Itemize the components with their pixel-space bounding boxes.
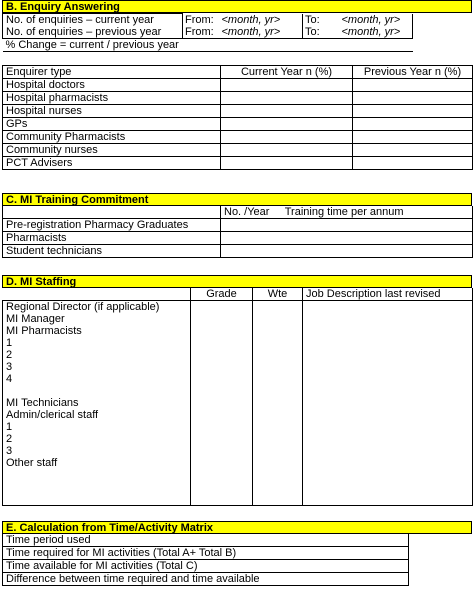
enquirer-label: PCT Advisers (3, 157, 221, 170)
calc-row (3, 560, 473, 573)
section-e-title: E. Calculation from Time/Activity Matrix (2, 521, 472, 534)
section-c (2, 193, 472, 258)
enquirer-row (3, 144, 473, 157)
to-value[interactable]: <month, yr> (339, 26, 413, 39)
staffing-row (3, 397, 473, 409)
staff-label: 2 (3, 349, 191, 361)
header-current-year: Current Year n (%) (221, 66, 353, 79)
enquirer-row (3, 105, 473, 118)
staff-label: 2 (3, 433, 191, 445)
training-cell[interactable] (221, 219, 473, 232)
job-cell[interactable] (303, 409, 473, 421)
staffing-table (2, 288, 473, 506)
staffing-header-blank (3, 288, 191, 301)
training-row (3, 219, 473, 232)
staffing-row (3, 385, 473, 397)
grade-cell[interactable] (191, 337, 253, 349)
job-cell[interactable] (303, 301, 473, 314)
grade-cell[interactable] (191, 301, 253, 314)
to-label: To: (303, 26, 339, 39)
grade-cell[interactable] (191, 373, 253, 385)
from-value[interactable]: <month, yr> (219, 26, 303, 39)
header-wte: Wte (253, 288, 303, 301)
current-cell[interactable] (221, 157, 353, 170)
previous-cell[interactable] (353, 144, 473, 157)
wte-cell[interactable] (253, 325, 303, 337)
previous-cell[interactable] (353, 131, 473, 144)
grade-cell[interactable] (191, 421, 253, 433)
previous-cell[interactable] (353, 92, 473, 105)
calc-cell (409, 534, 473, 547)
enquirer-type-table (2, 65, 473, 170)
training-row (3, 245, 473, 258)
job-cell[interactable] (303, 397, 473, 409)
staff-label: 1 (3, 421, 191, 433)
wte-cell[interactable] (253, 397, 303, 409)
staffing-row (3, 373, 473, 385)
wte-cell[interactable] (253, 373, 303, 385)
to-label: To: (303, 14, 339, 27)
enquirer-label: Hospital nurses (3, 105, 221, 118)
staffing-row (3, 409, 473, 421)
wte-cell[interactable] (253, 313, 303, 325)
staff-label: MI Pharmacists (3, 325, 191, 337)
training-table (2, 206, 473, 258)
enquiry-period-table (2, 13, 413, 52)
enquirer-row (3, 92, 473, 105)
training-header-row (3, 206, 473, 219)
wte-cell[interactable] (253, 409, 303, 421)
section-b-title: B. Enquiry Answering (2, 0, 472, 13)
enquirer-header-row (3, 66, 473, 79)
staff-label-blank (3, 469, 191, 506)
job-cell[interactable] (303, 361, 473, 373)
from-label: From: (183, 26, 219, 39)
wte-cell[interactable] (253, 457, 303, 469)
staffing-row-spacer (3, 469, 473, 506)
staffing-row (3, 421, 473, 433)
header-training-time: Training time per annum (284, 206, 404, 218)
job-cell[interactable] (303, 349, 473, 361)
grade-cell[interactable] (191, 457, 253, 469)
calc-label: Difference between time required and time available (3, 573, 409, 586)
grade-cell[interactable] (191, 313, 253, 325)
wte-cell[interactable] (253, 361, 303, 373)
header-previous-year: Previous Year n (%) (353, 66, 473, 79)
grade-cell[interactable] (191, 409, 253, 421)
wte-cell[interactable] (253, 349, 303, 361)
staffing-row (3, 301, 473, 314)
wte-cell[interactable] (253, 337, 303, 349)
calc-cell (409, 560, 473, 573)
job-cell[interactable] (303, 325, 473, 337)
section-c-title: C. MI Training Commitment (2, 193, 472, 206)
enquirer-label: GPs (3, 118, 221, 131)
staffing-row (3, 325, 473, 337)
staff-label: 1 (3, 337, 191, 349)
training-label: Pharmacists (3, 232, 221, 245)
staff-label: 3 (3, 445, 191, 457)
calculation-table (2, 534, 473, 586)
staff-label: Admin/clerical staff (3, 409, 191, 421)
current-cell[interactable] (221, 105, 353, 118)
job-cell[interactable] (303, 373, 473, 385)
current-cell[interactable] (221, 118, 353, 131)
staff-label: MI Manager (3, 313, 191, 325)
current-cell[interactable] (221, 92, 353, 105)
enquirer-row (3, 118, 473, 131)
grade-cell[interactable] (191, 361, 253, 373)
training-label: Student technicians (3, 245, 221, 258)
header-enquirer-type: Enquirer type (3, 66, 221, 79)
wte-cell[interactable] (253, 433, 303, 445)
grade-cell[interactable] (191, 397, 253, 409)
job-cell[interactable] (303, 337, 473, 349)
staffing-row (3, 349, 473, 361)
job-cell[interactable] (303, 445, 473, 457)
calc-label: Time available for MI activities (Total C) (3, 560, 409, 573)
calc-label: Time period used (3, 534, 409, 547)
row-previous-year (3, 26, 413, 39)
current-cell[interactable] (221, 144, 353, 157)
grade-cell[interactable] (191, 445, 253, 457)
staffing-row (3, 445, 473, 457)
previous-cell[interactable] (353, 105, 473, 118)
change-label: % Change = current / previous year (3, 39, 413, 52)
wte-cell[interactable] (253, 385, 303, 397)
grade-cell[interactable] (191, 433, 253, 445)
section-b (2, 0, 472, 170)
job-cell[interactable] (303, 421, 473, 433)
job-cell[interactable] (303, 469, 473, 506)
grade-cell[interactable] (191, 349, 253, 361)
enquirer-row (3, 131, 473, 144)
section-d (2, 275, 472, 506)
previous-cell[interactable] (353, 157, 473, 170)
staff-label: Other staff (3, 457, 191, 469)
grade-cell[interactable] (191, 469, 253, 506)
training-cell[interactable] (221, 245, 473, 258)
grade-cell[interactable] (191, 325, 253, 337)
training-header-blank (3, 206, 221, 219)
label-previous-year: No. of enquiries – previous year (3, 26, 183, 39)
staffing-row (3, 457, 473, 469)
calc-row (3, 534, 473, 547)
current-cell[interactable] (221, 131, 353, 144)
header-no-year: No. /Year (224, 206, 270, 218)
staff-label: 3 (3, 361, 191, 373)
calc-label: Time required for MI activities (Total A+ Total B) (3, 547, 409, 560)
section-d-title: D. MI Staffing (2, 275, 472, 288)
previous-cell[interactable] (353, 118, 473, 131)
calc-cell (409, 547, 473, 560)
header-job-description: Job Description last revised (303, 288, 473, 301)
label-current-year: No. of enquiries – current year (3, 14, 183, 27)
row-change (3, 39, 413, 52)
enquirer-label: Community nurses (3, 144, 221, 157)
training-header (221, 206, 473, 219)
current-cell[interactable] (221, 79, 353, 92)
wte-cell[interactable] (253, 421, 303, 433)
enquirer-row (3, 157, 473, 170)
staff-label: 4 (3, 373, 191, 385)
job-cell[interactable] (303, 457, 473, 469)
staffing-row (3, 337, 473, 349)
enquirer-label: Hospital pharmacists (3, 92, 221, 105)
staffing-row (3, 361, 473, 373)
wte-cell[interactable] (253, 469, 303, 506)
staff-label (3, 385, 191, 397)
from-value[interactable]: <month, yr> (219, 14, 303, 27)
header-grade: Grade (191, 288, 253, 301)
job-cell[interactable] (303, 313, 473, 325)
grade-cell[interactable] (191, 385, 253, 397)
training-cell[interactable] (221, 232, 473, 245)
job-cell[interactable] (303, 433, 473, 445)
row-current-year (3, 14, 413, 27)
staff-label: Regional Director (if applicable) (3, 301, 191, 314)
staffing-row (3, 433, 473, 445)
from-label: From: (183, 14, 219, 27)
wte-cell[interactable] (253, 445, 303, 457)
calc-row (3, 547, 473, 560)
to-value[interactable]: <month, yr> (339, 14, 413, 27)
section-e (2, 521, 472, 586)
training-label: Pre-registration Pharmacy Graduates (3, 219, 221, 232)
enquirer-label: Community Pharmacists (3, 131, 221, 144)
staffing-row (3, 313, 473, 325)
enquirer-row (3, 79, 473, 92)
calc-row (3, 573, 473, 586)
previous-cell[interactable] (353, 79, 473, 92)
training-row (3, 232, 473, 245)
job-cell[interactable] (303, 385, 473, 397)
enquirer-label: Hospital doctors (3, 79, 221, 92)
wte-cell[interactable] (253, 301, 303, 314)
staff-label: MI Technicians (3, 397, 191, 409)
calc-cell (409, 573, 473, 586)
staffing-header-row (3, 288, 473, 301)
